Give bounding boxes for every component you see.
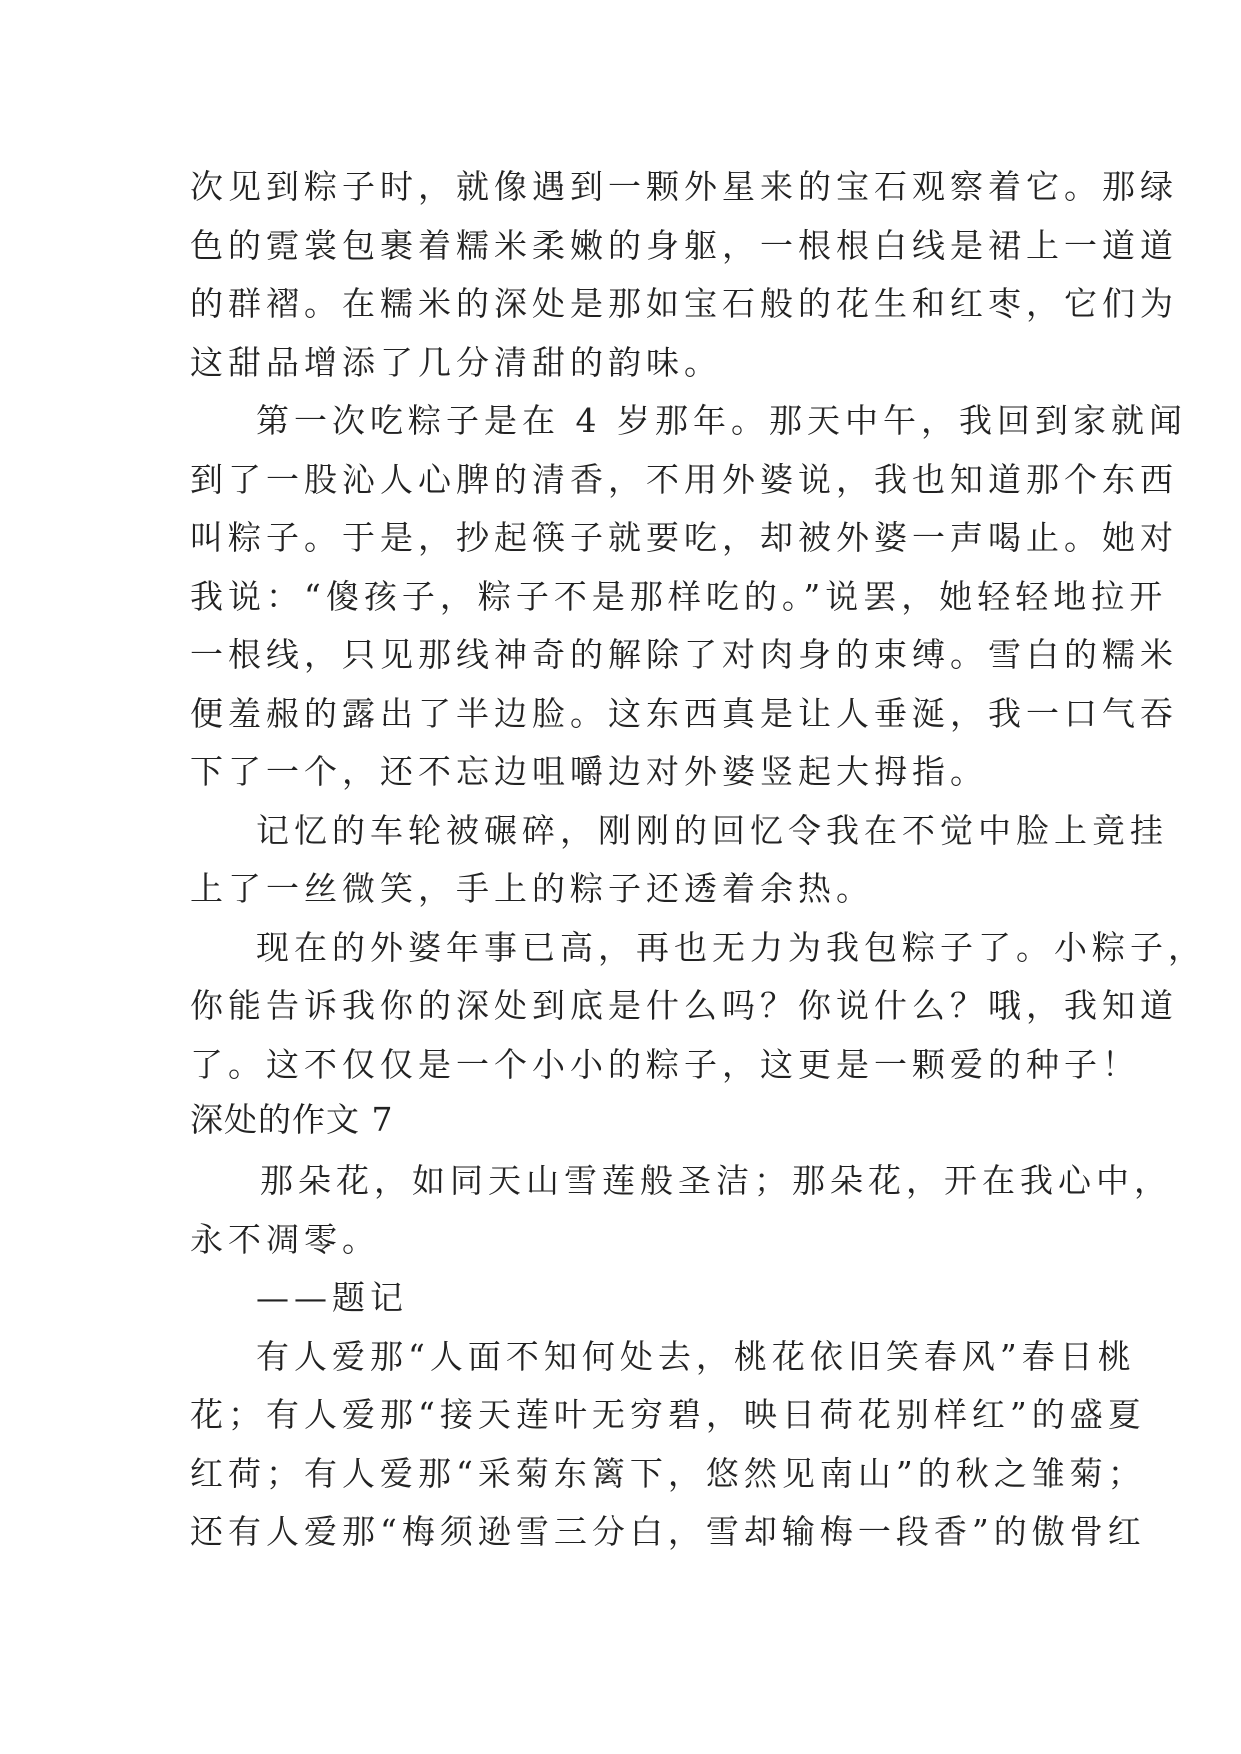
epigraph-label: ——题记 [256, 1278, 408, 1317]
text-line: 了。这不仅仅是一个小小的粽子，这更是一颗爱的种子！ [190, 1044, 1140, 1084]
text-line: 红荷；有人爱那“采菊东篱下，悠然见南山”的秋之雏菊； [190, 1453, 1146, 1493]
text-line: 还有人爱那“梅须逊雪三分白，雪却输梅一段香”的傲骨红 [190, 1512, 1146, 1551]
paragraph-start-line: 记忆的车轮被碾碎，刚刚的回忆令我在不觉中脸上竟挂 [256, 810, 1168, 850]
document-body [190, 158, 1206, 1562]
text-line: 色的霓裳包裹着糯米柔嫩的身躯，一根根白线是裙上一道道 [190, 225, 1178, 265]
text-line: 次见到粽子时，就像遇到一颗外星来的宝石观察着它。那绿 [190, 167, 1178, 206]
paragraph-start-line: 第一次吃粽子是在 4 岁那年。那天中午，我回到家就闻 [256, 401, 1187, 440]
text-line: 下了一个，还不忘边咀嚼边对外婆竖起大拇指。 [190, 752, 988, 791]
section-heading: 深处的作文 7 [190, 1100, 394, 1139]
paragraph-start-line: 那朵花，如同天山雪莲般圣洁；那朵花，开在我心中， [260, 1161, 1172, 1200]
paragraph-start-line: 有人爱那“人面不知何处去，桃花依旧笑春风”春日桃 [256, 1336, 1136, 1376]
paragraph-start-line: 现在的外婆年事已高，再也无力为我包粽子了。小粽子， [256, 927, 1206, 967]
text-line: 叫粽子。于是，抄起筷子就要吃，却被外婆一声喝止。她对 [190, 518, 1178, 557]
text-line: 的群褶。在糯米的深处是那如宝石般的花生和红枣，它们为 [190, 284, 1178, 323]
text-line: 上了一丝微笑，手上的粽子还透着余热。 [190, 869, 874, 908]
text-line: 到了一股沁人心脾的清香，不用外婆说，我也知道那个东西 [190, 459, 1178, 499]
text-line: 我说：“傻孩子，粽子不是那样吃的。”说罢，她轻轻地拉开 [190, 576, 1168, 616]
text-line: 永不凋零。 [190, 1219, 380, 1259]
text-line: 便羞赧的露出了半边脸。这东西真是让人垂涎，我一口气吞 [190, 693, 1178, 733]
text-line: 这甜品增添了几分清甜的韵味。 [190, 342, 722, 382]
text-line: 花；有人爱那“接天莲叶无穷碧，映日荷花别样红”的盛夏 [190, 1395, 1146, 1434]
text-line: 一根线，只见那线神奇的解除了对肉身的束缚。雪白的糯米 [190, 635, 1178, 674]
text-line: 你能告诉我你的深处到底是什么吗？你说什么？哦，我知道 [190, 986, 1178, 1025]
